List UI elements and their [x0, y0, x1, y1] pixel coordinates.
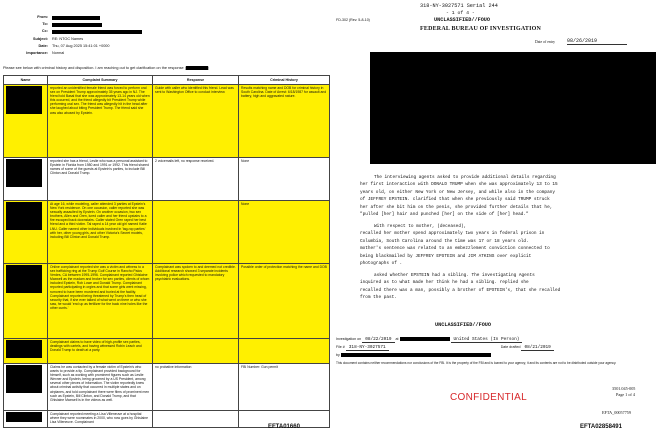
- response-cell: no probative information: [153, 364, 239, 411]
- header-value: RE: NTOC Names: [52, 37, 84, 41]
- table-row: [4, 158, 330, 201]
- column-header: Response: [153, 76, 239, 85]
- doc-number: 3501.045-005: [612, 386, 636, 391]
- summary-cell: reported she has a friend, Leslie who was a personal assistant to Epstein in Florida from 1980 and 1991 or 1992. This friend shared names of some of the guests at Epstein's parties, to include Bill Clinton and Donald Trump.: [48, 158, 153, 201]
- redaction: [341, 353, 491, 357]
- narrative-line: photographs of .: [360, 261, 403, 266]
- summary-cell: Complainant claims to have video of high-profile sex parties, dealings with cartels, and having witnessed Robin Leach and Donald Trump to death at a party.: [48, 339, 153, 364]
- redaction: [400, 337, 450, 341]
- summary-cell: Online complainant reported she was a victim and witness to a sex trafficking ring at the Trump Golf Course in Rancho Palos Verdes, CA between 1995-1996. Complainant reported Ghislaine Maxwell as the madam and broker for sex parties, clients of whom included Epstein, Rob Lowe and Donald Trump. Complainant reported participating in orgies and that some girls went missing, rumored to have been murdered and buried at the facility. Complainant reported being threatened by Trump's then head of security that, if she ever talked of what went on there or who she saw, he would 'end up as fertilizer for the back nine holes like the other cunts.': [48, 264, 153, 339]
- narrative-line: being blackmailed by JEFFREY EPSTEIN and JIM ATKINS over explicit: [360, 253, 532, 259]
- redaction: [52, 16, 100, 20]
- name-cell: [4, 158, 48, 201]
- confidential-stamp: CONFIDENTIAL: [450, 392, 527, 403]
- summary-cell: reported an unidentified female friend was forced to perform oral sex on President Trump approximately 35 years ago in NJ. The friend told Basal that she was approximately 13-14 years old when this occurred, and the friend allegedly bit President Trump while performing oral sex. The friend was allegedly hit in the head after she laughed about biting President Trump. The friend said she was also abused by Epstein.: [48, 85, 153, 158]
- redaction: [6, 159, 42, 187]
- by-block: [336, 353, 656, 357]
- redaction: [6, 365, 42, 393]
- column-header: Name: [4, 76, 48, 85]
- investigation-block: [336, 337, 656, 342]
- email-header-row: [0, 29, 330, 35]
- redaction: [52, 23, 102, 27]
- efta-id: EFTA_00057759: [602, 410, 631, 415]
- narrative-line: The interviewing agents asked to provide additional details regarding: [374, 175, 556, 180]
- email-header-row: [0, 22, 330, 28]
- history-cell: [239, 339, 330, 364]
- file-number: 318-NY-3027571: [346, 345, 389, 351]
- redaction: [6, 86, 42, 114]
- investigation-location: United States (In Person): [451, 337, 523, 343]
- at-label: at: [395, 337, 399, 341]
- response-cell: [153, 339, 239, 364]
- date-entry-value: 08/26/2019: [567, 38, 627, 45]
- response-cell: Guide with caller who identified this friend. Lead was sent to Washington Office to conduct interview.: [153, 85, 239, 158]
- header-key: Cc:: [41, 29, 48, 33]
- header-key: Subject:: [33, 37, 48, 41]
- narrative-line: years old, on either New York or New Jersey, and while also in the company: [360, 189, 555, 195]
- name-cell: [4, 201, 48, 264]
- date-entry-label: Date of entry: [535, 40, 556, 44]
- narrative-line: of JEFFREY EPSTEIN. clarified that when she previously said TRUMP struck: [360, 197, 550, 203]
- form-number: FD-302 (Rev. 5-8-10): [336, 18, 370, 22]
- top-serial: 318-NY-3027571 Serial 244: [420, 3, 498, 9]
- name-cell: [4, 364, 48, 411]
- redaction: [6, 340, 42, 358]
- email-header-row: [0, 51, 330, 57]
- classification-top: UNCLASSIFIED//FOUO: [434, 17, 491, 23]
- narrative-line: With respect to mother, (deceased),: [374, 224, 467, 229]
- date-drafted: 08/21/2019: [521, 345, 553, 351]
- table-row: [4, 364, 330, 411]
- narrative-line: asked whether EPSTEIN had a sibling. The investigating Agents: [374, 273, 535, 278]
- bates-number-right: EFTA02858491: [580, 424, 622, 430]
- summary-cell: Claims he was contacted by a female victim of Epstein's who wants to provide a tip. Complainant provided background for himself, such as working with prominent figures such as Leslie Wexner and Epstein, being groomed by a US President, among several other pieces of information. The victim reportedly knew about criminal activity that occurred in multiple states and on airplanes, and told complainant there were films of prominent men such as Epstein, Bill Clinton, and Donald Trump, and that Ghislaine Maxwell is in the videos as well.: [48, 364, 153, 411]
- redaction-block: [370, 52, 656, 164]
- narrative-line: "pulled [her] hair and punched [her] on the side of [her] head.": [360, 212, 529, 217]
- narrative-line: from the past.: [360, 295, 397, 301]
- by-label: by: [336, 353, 340, 357]
- email-header-row: [0, 15, 330, 21]
- history-cell: None: [239, 158, 330, 201]
- file-block: [336, 345, 656, 350]
- column-header: Criminal History: [239, 76, 330, 85]
- history-cell: Results matching name and DOB for criminal history in South Carolina. Date of Arrest: 6/18/1987 for assault and battery, high and aggravated nature.: [239, 85, 330, 158]
- header-value: Normal: [52, 51, 65, 55]
- name-cell: [4, 264, 48, 339]
- investigation-label: Investigation on: [336, 337, 362, 341]
- redaction: [52, 30, 142, 34]
- redaction: [6, 265, 42, 293]
- page-indicator: - 1 of 4 -: [446, 11, 475, 16]
- response-cell: [153, 201, 239, 264]
- disclaimer: This document contains neither recommendations nor conclusions of the FBI. It is the property of the FBI and is loaned to your agency; it and its contents are not to be distributed outside your agency.: [336, 361, 617, 365]
- email-intro: Please see below with criminal history and disposition. I am reaching out to get clarification on the response ( ): [3, 66, 210, 70]
- redaction: [6, 202, 42, 230]
- table-row: [4, 339, 330, 364]
- header-key: To:: [42, 22, 48, 26]
- name-cell: [4, 339, 48, 364]
- page-of: Page 1 of 4: [616, 392, 635, 397]
- history-cell: FBI Number: Gun permit: [239, 364, 330, 411]
- header-key: Date:: [38, 44, 48, 48]
- intro-text: Please see below with criminal history and disposition. I am reaching out to get clarification on the response (: [3, 66, 186, 70]
- summary-cell: Complainant reported meeting a Lisa Villeneuve at a hospital where they were roommates in 2000, who now goes by Ghislaine Lisa Villeneuve. Complainant: [48, 411, 153, 428]
- narrative-line: her first interaction with DONALD TRUMP when she was approximately 13 to 15: [360, 182, 558, 188]
- table-header-row: [4, 76, 330, 85]
- header-key: From:: [37, 15, 48, 19]
- fd302-page: [330, 0, 660, 435]
- date-drafted-label: Date drafted: [500, 345, 521, 349]
- file-label: File #: [336, 345, 345, 349]
- narrative-line: mother's sentence was related to an embezzlement conviction connected to: [360, 246, 550, 252]
- table-row: [4, 85, 330, 158]
- name-cell: [4, 85, 48, 158]
- narrative-line: recalled her mother spend approximately two years in federal prison in: [360, 231, 545, 237]
- narrative-line: recalled there was a man, possibly a brother of EPSTEIN's, that she recalled: [360, 287, 561, 293]
- table-row: [4, 201, 330, 264]
- redaction: [186, 66, 208, 70]
- table-row: [4, 264, 330, 339]
- summary-cell: At age 16, while modeling, caller attended 3 parties at Epstein's New York residence. On one occasion, caller reported she was sexually assaulted by Epstein. On another occasion, two sex brothers, Allen and Oren, lured caller and her friend upstairs to a fire escaped back downstairs. Caller stated Oren raped her best friend and a third victim. Tal raped a 14 year old girl named Katie LNU. Caller named other individuals involved in 'tag-rop parties' with her, other young girls, and other Victoria's Secret models, including Bill Clinton and Donald Trump.: [48, 201, 153, 264]
- names-table: [3, 75, 330, 428]
- investigation-date: 08/22/2019: [362, 337, 394, 343]
- narrative-line: inquired as to what made her think he had a sibling. replied she: [360, 280, 529, 286]
- header-value: Thu, 07 Aug 2025 15:41:01 +0000: [52, 44, 110, 48]
- header-key: Importance:: [26, 51, 48, 55]
- response-cell: 2 voicemails left, no response received.: [153, 158, 239, 201]
- email-header-row: [0, 37, 330, 43]
- agency-title: FEDERAL BUREAU OF INVESTIGATION: [420, 26, 542, 32]
- narrative-line: her after she bit him on the penis, she provided further details that he,: [360, 204, 553, 210]
- history-cell: Possible order of protection matching the name and DOB: [239, 264, 330, 339]
- response-cell: Complainant was spoken to and deemed not credible. Additional research showed 3 separate incidents involving police which requested to mandatory psychiatric evaluations.: [153, 264, 239, 339]
- email-header-row: [0, 44, 330, 50]
- redaction: [6, 412, 42, 422]
- name-cell: [4, 411, 48, 428]
- history-cell: None: [239, 201, 330, 264]
- narrative-line: Columbia, South Carolina around the time was 17 or 18 years old.: [360, 238, 529, 244]
- classification-bottom: UNCLASSIFIED//FOUO: [435, 322, 492, 328]
- bates-number: EFTA01660: [268, 424, 300, 430]
- response-cell: [153, 411, 239, 428]
- column-header: Complaint Summary: [48, 76, 153, 85]
